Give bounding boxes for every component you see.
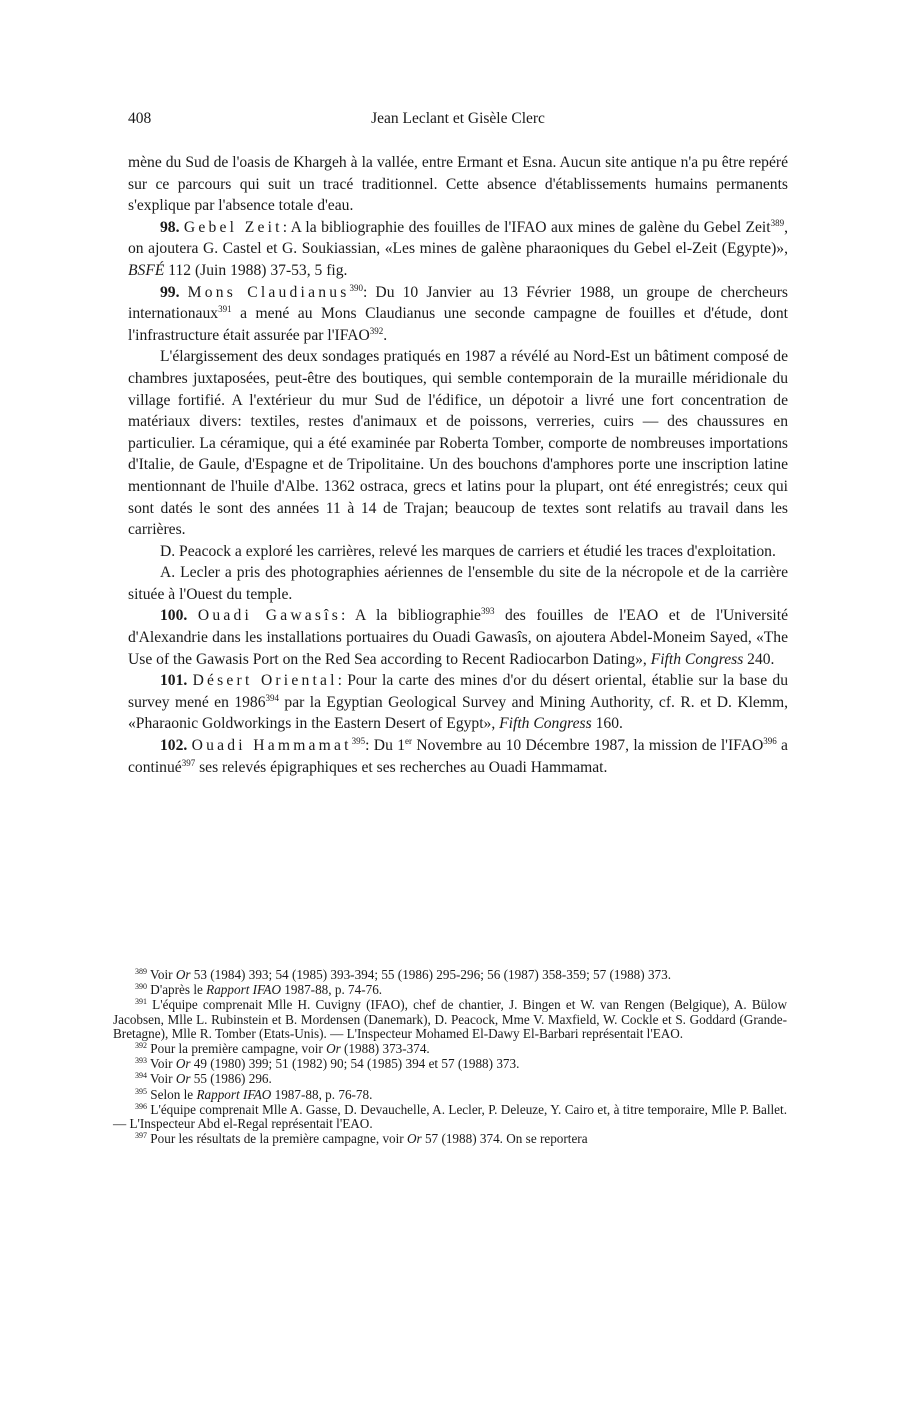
footnote-ref: 389 bbox=[770, 217, 785, 228]
footnote-394 bbox=[113, 1072, 787, 1086]
footnote-italic: Rapport IFAO bbox=[196, 1086, 272, 1102]
footnote-391 bbox=[113, 998, 787, 1041]
paragraph-text: 160. bbox=[591, 715, 623, 733]
footnote-mark: 397 bbox=[135, 1131, 147, 1141]
paragraph-text: : Pour la carte des mines d'or du désert oriental, établie sur la base du survey mené en 1986 bbox=[128, 672, 789, 711]
paragraph-text: 112 (Juin 1988) 37-53, 5 fig. bbox=[164, 261, 348, 279]
footnote-395 bbox=[113, 1088, 787, 1102]
footnote-mark: 395 bbox=[135, 1086, 147, 1096]
section-number: 98. bbox=[160, 218, 180, 236]
footnote-389 bbox=[113, 968, 787, 982]
footnote-mark: 392 bbox=[135, 1041, 147, 1051]
footnote-text: Selon le bbox=[147, 1086, 197, 1102]
main-text bbox=[128, 152, 788, 778]
paragraph-99-photos: A. Lecler a pris des photographies aériennes de l'ensemble du site de la nécropole et de la carrière située à l'Ouest du temple. bbox=[128, 564, 788, 603]
footnote-italic: Or bbox=[407, 1131, 422, 1147]
footnote-ref: 391 bbox=[218, 304, 232, 315]
running-title: Jean Leclant et Gisèle Clerc bbox=[371, 110, 545, 127]
page bbox=[128, 110, 788, 778]
footnote-ref: 394 bbox=[265, 692, 280, 703]
footnote-ref: 392 bbox=[369, 325, 384, 336]
journal-title: Fifth Congress bbox=[650, 650, 744, 668]
paragraph-98 bbox=[128, 217, 788, 282]
site-name: Ouadi Gawasîs bbox=[197, 607, 341, 625]
section-number: 100. bbox=[160, 607, 188, 625]
paragraph-text: , on ajoutera G. Castel et G. Soukiassian, «Les mines de galène pharaoniques du Gebel el-Zeit (Egypte)», bbox=[128, 218, 788, 258]
paragraph-99-quarries: D. Peacock a exploré les carrières, relevé les marques de carriers et étudié les traces d'exploitation. bbox=[160, 542, 776, 560]
paragraph-text: . bbox=[383, 326, 388, 344]
journal-title: BSFÉ bbox=[128, 261, 165, 279]
paragraph-99-excavation: L'élargissement des deux sondages pratiqués en 1987 a révélé au Nord-Est un bâtiment composé de chambres juxtaposées, peut-être des boutiques, qui semble contemporain de la muraille méridionale du village fortifié. A l'extérieur du mur Sud de l'édifice, un dépotoir a livré une fort concentration de matériaux divers: textiles, restes d'animaux et de poissons, verreries, cuirs — des chaussures en particulier. La céramique, qui a été examinée par Roberta Tomber, comporte de nombreuses importations d'Italie, de Gaule, d'Espagne et de Tripolitaine. Un des bouchons d'amphores porte une inscription latine mentionnant de l'huile d'Albe. 1362 ostraca, grecs et latins pour la plupart, ont été enregistrés; ceux qui sont datés le sont des années 11 à 14 de Trajan; beaucoup de textes sont relatifs au travail dans les carrières. bbox=[128, 348, 788, 539]
paragraph-text: a mené au Mons Claudianus une seconde campagne de fouilles et d'étude, dont l'infrastructure était assurée par l'IFAO bbox=[128, 305, 788, 344]
footnote-ref: 393 bbox=[480, 606, 495, 617]
footnote-text: 57 (1988) 374. On se reportera bbox=[421, 1131, 588, 1147]
paragraph-text: a continué bbox=[128, 737, 788, 776]
journal-title: Fifth Congress bbox=[499, 715, 592, 733]
footnote-text: 1987-88, p. 74-76. bbox=[281, 982, 383, 998]
paragraph-100 bbox=[128, 605, 788, 670]
site-name: Mons Claudianus bbox=[187, 283, 350, 301]
footnote-text: 1987-88, p. 76-78. bbox=[271, 1086, 373, 1102]
paragraph-text: Novembre au 10 Décembre 1987, la mission de l'IFAO bbox=[412, 737, 764, 755]
paragraph-99 bbox=[128, 282, 788, 347]
footnote-393 bbox=[113, 1057, 787, 1071]
footnote-text: L'équipe comprenait Mlle A. Gasse, D. Devauchelle, A. Lecler, P. Deleuze, Y. Cairo et, à titre temporaire, Mlle P. Ballet. — L'Inspecteur Abd el-Regal représentait l'EAO. bbox=[113, 1101, 787, 1132]
paragraph-text: : Du 1 bbox=[365, 737, 406, 755]
page-number: 408 bbox=[128, 110, 152, 127]
footnote-397 bbox=[113, 1132, 787, 1146]
section-number: 99. bbox=[160, 283, 180, 301]
footnote-text: Pour les résultats de la première campagne, voir bbox=[147, 1131, 407, 1147]
paragraph-text: : A la bibliographie des fouilles de l'IFAO aux mines de galène du Gebel Zeit bbox=[282, 218, 771, 236]
footnote-text: Voir bbox=[147, 1056, 176, 1072]
site-name: Ouadi Hammamat bbox=[191, 737, 352, 755]
running-head bbox=[128, 110, 788, 138]
footnote-italic: Or bbox=[326, 1041, 341, 1057]
footnote-text: Voir bbox=[147, 1071, 176, 1087]
section-number: 102. bbox=[160, 737, 188, 755]
paragraph-text: : Du 10 Janvier au 13 Février 1988, un groupe de chercheurs internationaux bbox=[128, 283, 789, 323]
footnote-mark: 396 bbox=[135, 1101, 147, 1111]
footnote-italic: Or bbox=[175, 967, 191, 982]
paragraph-text: ses relevés épigraphiques et ses recherches au Ouadi Hammamat. bbox=[195, 758, 608, 776]
paragraph-text: par la Egyptian Geological Survey and Mining Authority, cf. R. et D. Klemm, «Pharaonic Goldworkings in the Eastern Desert of Egypt», bbox=[128, 693, 788, 733]
site-name: Désert Oriental bbox=[192, 672, 338, 690]
footnote-text: 53 (1984) 393; 54 (1985) 393-394; 55 (1986) 295-296; 56 (1987) 358-359; 57 (1988) 373. bbox=[190, 967, 672, 982]
footnote-ref: 390 bbox=[349, 282, 363, 293]
footnote-italic: Or bbox=[175, 1071, 191, 1087]
paragraph-text: 240. bbox=[743, 650, 775, 668]
footnote-mark: 393 bbox=[135, 1056, 147, 1066]
footnote-ref: 397 bbox=[181, 757, 196, 768]
ordinal-suffix: er bbox=[405, 736, 413, 747]
footnote-text: D'après le bbox=[147, 982, 207, 998]
paragraph-continuation: mène du Sud de l'oasis de Khargeh à la vallée, entre Ermant et Esna. Aucun site antique n'a pu être repéré sur ce parcours qui suit un tracé traditionnel. Cette absence d'établissements humains permanents s'explique par l'absence totale d'eau. bbox=[128, 154, 788, 215]
paragraph-text: : A la bibliographie bbox=[341, 607, 481, 625]
footnote-ref: 395 bbox=[351, 736, 366, 747]
footnote-mark: 389 bbox=[135, 967, 147, 976]
footnote-italic: Or bbox=[175, 1056, 191, 1072]
paragraph-text: des fouilles de l'EAO et de l'Université d'Alexandrie dans les installations portuaires du Ouadi Gawasîs, on ajoutera Abdel-Moneim Sayed, «The Use of the Gawasis Port on the Red Sea according to Recent Radiocarbon Dating», bbox=[128, 607, 789, 668]
footnote-396 bbox=[113, 1103, 787, 1131]
footnote-mark: 394 bbox=[135, 1071, 147, 1081]
footnote-text: 55 (1986) 296. bbox=[190, 1071, 272, 1087]
footnotes bbox=[113, 968, 787, 1147]
section-number: 101. bbox=[160, 672, 188, 690]
footnote-text: Voir bbox=[147, 967, 176, 982]
footnote-text: 49 (1980) 399; 51 (1982) 90; 54 (1985) 394 et 57 (1988) 373. bbox=[190, 1056, 520, 1072]
footnote-390 bbox=[113, 983, 787, 997]
footnote-ref: 396 bbox=[763, 736, 777, 747]
footnote-392 bbox=[113, 1042, 787, 1056]
footnote-text: (1988) 373-374. bbox=[340, 1041, 430, 1057]
paragraph-102 bbox=[128, 735, 788, 778]
footnote-text: Pour la première campagne, voir bbox=[147, 1041, 327, 1057]
footnote-italic: Rapport IFAO bbox=[206, 982, 281, 998]
site-name: Gebel Zeit bbox=[183, 218, 283, 236]
paragraph-101 bbox=[128, 670, 788, 735]
footnote-mark: 391 bbox=[135, 997, 147, 1007]
footnote-mark: 390 bbox=[135, 982, 147, 992]
footnote-text: L'équipe comprenait Mlle H. Cuvigny (IFAO), chef de chantier, J. Bingen et W. van Rengen (Belgique), A. Bülow Jacobsen, Mlle L. Rubinstein et B. Mordensen (Danemark), D. Peacock, Mme V. Maxfield, W. Cockle et S. Goddard (Grande-Bretagne), Mlle R. Tomber (Etats-Unis). — L'Inspecteur Mohamed El-Dawy El-Barbari représentait l'EAO. bbox=[113, 997, 787, 1041]
